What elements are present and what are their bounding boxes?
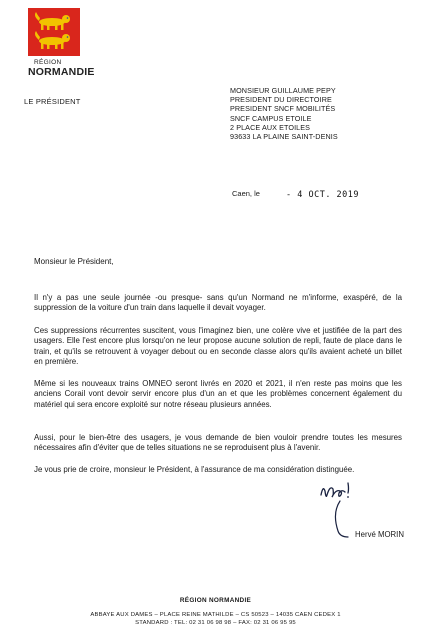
recipient-address (230, 86, 338, 141)
logo-region-name: NORMANDIE (28, 66, 95, 78)
recipient-line: MONSIEUR GUILLAUME PEPY (230, 86, 336, 95)
recipient-line: PRESIDENT DU DIRECTOIRE (230, 95, 332, 105)
recipient-line: 2 PLACE AUX ETOILES (230, 122, 311, 132)
body-paragraph: Aussi, pour le bien-être des usagers, je vous demande de bien vouloir prendre toutes les mesures nécessaires afin d'éviter que de telles situations ne se reproduisent plus à l'avenir. (34, 433, 402, 453)
sender-role: LE PRÉSIDENT (24, 97, 81, 106)
signer-name: Hervé MORIN (355, 530, 404, 539)
body-paragraph: Je vous prie de croire, monsieur le Président, à l'assurance de ma considération distinguée. (34, 465, 355, 474)
region-logo (18, 8, 98, 78)
logo-region-label: RÉGION (34, 59, 62, 66)
place-label: Caen, le (232, 189, 260, 198)
recipient-line: 93633 LA PLAINE SAINT-DENIS (230, 132, 338, 142)
body-paragraph: Même si les nouveaux trains OMNEO seront livrés en 2020 et 2021, il n'en reste pas moins que les anciens Corail vont devoir servir encore plus d'un an et que les problèmes concernent également du matériel qui sera encore exploité sur notre réseau plusieurs années. (34, 379, 402, 409)
two-leopards-icon (28, 8, 80, 56)
footer-contact: STANDARD : TEL: 02 31 06 98 98 – FAX: 02 31 06 95 95 (135, 620, 296, 626)
date-stamp: - 4 OCT. 2019 (286, 190, 360, 200)
recipient-line: PRESIDENT SNCF MOBILITÉS (230, 104, 336, 114)
footer-address: ABBAYE AUX DAMES – PLACE REINE MATHILDE – CS 50523 – 14035 CAEN CEDEX 1 (90, 612, 341, 618)
recipient-line: SNCF CAMPUS ETOILE (230, 113, 312, 123)
body-paragraph: Il n'y a pas une seule journée -ou presque- sans qu'un Normand ne m'informe, exaspéré, de la suppression de la voiture d'un train dans laquelle il devait voyager. (34, 293, 402, 313)
body-paragraph: Ces suppressions récurrentes suscitent, vous l'imaginez bien, une colère vive et justifiée de la part des usagers. Elle l'est encore plus lorsqu'on ne leur propose aucune solution de repli, faute de place dans le train, et qu'ils se retrouvent à voyager debout ou en seconde classe alors qu'ils avaient acheté un billet en première. (34, 326, 402, 367)
footer-title: RÉGION NORMANDIE (179, 597, 252, 604)
salutation: Monsieur le Président, (34, 257, 114, 266)
